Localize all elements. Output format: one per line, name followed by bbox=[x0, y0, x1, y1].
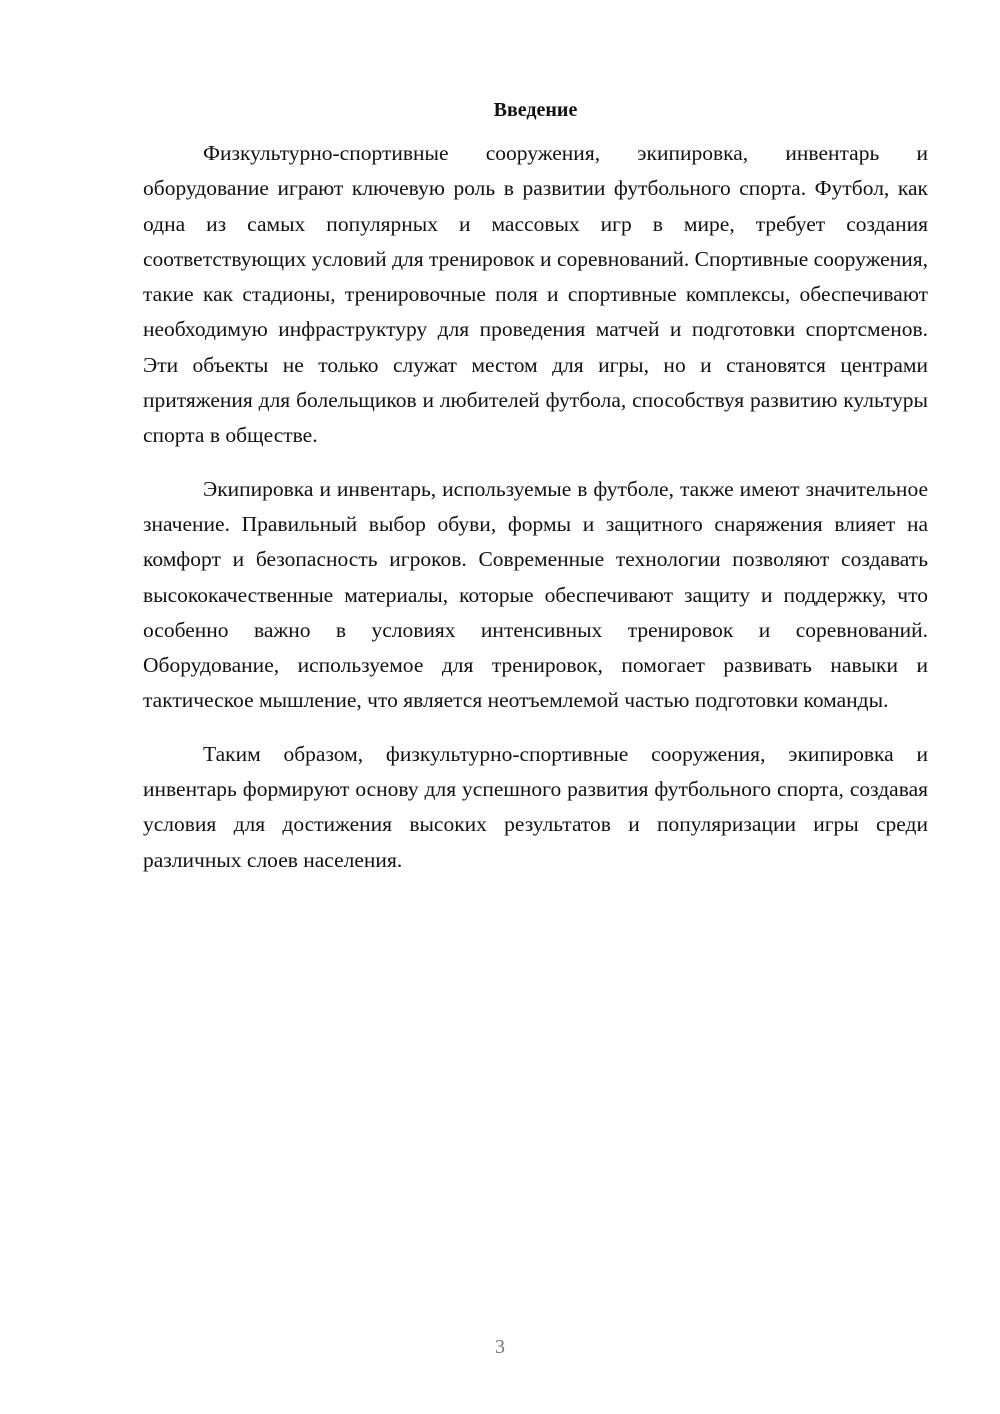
paragraph-1: Физкультурно-спортивные сооружения, экипировка, инвентарь и оборудование играют ключевую роль в развитии футбольного спорта. Футбол, как одна из самых популярных и массовых игр в мире, требует создания соответствующих условий для тренировок и соревнований. Спортивные сооружения, такие как стадионы, тренировочные поля и спортивные комплексы, обеспечивают необходимую инфраструктуру для проведения матчей и подготовки спортсменов. Эти объекты не только служат местом для игры, но и становятся центрами притяжения для болельщиков и любителей футбола, способствуя развитию культуры спорта в обществе. bbox=[143, 141, 928, 448]
paragraph-3: Таким образом, физкультурно-спортивные сооружения, экипировка и инвентарь формируют основу для успешного развития футбольного спорта, создавая условия для достижения высоких результатов и популяризации игры среди различных слоев населения. bbox=[143, 741, 928, 872]
page-title: Введение bbox=[493, 99, 578, 121]
paragraph-2: Экипировка и инвентарь, используемые в футболе, также имеют значительное значение. Правильный выбор обуви, формы и защитного снаряжения влияет на комфорт и безопасность игроков. Современные технологии позволяют создавать высококачественные материалы, которые обеспечивают защиту и поддержку, что особенно важно в условиях интенсивных тренировок и соревнований. Оборудование, используемое для тренировок, помогает развивать навыки и тактическое мышление, что является неотъемлемой частью подготовки команды. bbox=[143, 476, 928, 713]
page-content bbox=[143, 92, 928, 896]
page-number: 3 bbox=[495, 1336, 505, 1358]
